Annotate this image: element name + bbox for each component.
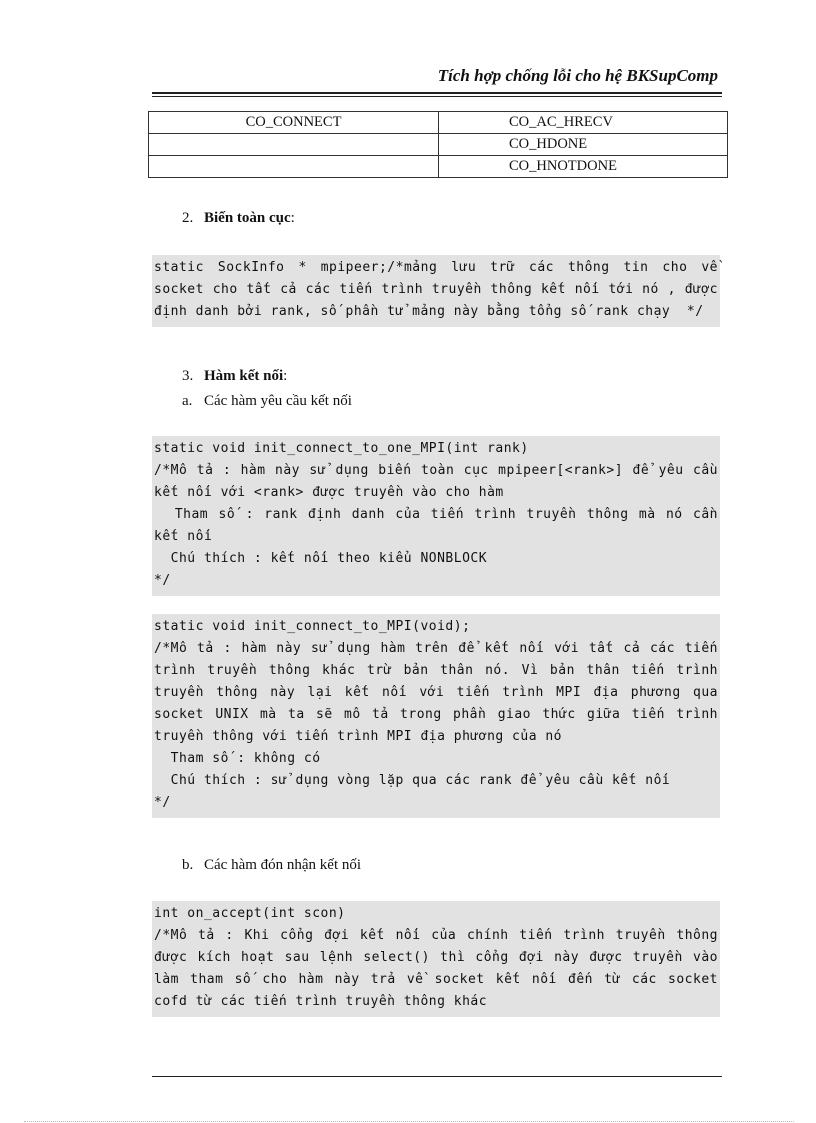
subsection-title: Các hàm yêu cầu kết nối [204,393,352,409]
code-block-on-accept: int on_accept(int scon) /*Mô tả : Khi cổng đợi kết nối của chính tiến trình truyền thông được kích hoạt sau lệnh select() thì cổng đợi này được truyền vào làm tham số cho hàm này trả về socket kết nối đến từ các socket cofd từ các tiến trình truyền thông khác [152,901,720,1017]
table-cell [149,156,439,178]
header-rule-thin [152,96,722,97]
section-number: 2. [182,210,194,226]
table-cell: CO_CONNECT [149,112,439,134]
section-heading-connect-functions [182,368,287,385]
subsection-letter: a. [182,393,193,409]
code-block-init-connect-all: static void init_connect_to_MPI(void); /*Mô tả : hàm này sử dụng hàm trên để kết nối với tất cả các tiến trình truyền thông khác trừ bản thân nó. Vì bản thân tiến trình truyền thông này lại kết nối với tiến trình MPI địa phương qua socket UNIX mà ta sẽ mô tả trong phần giao thức giữa tiến trình truyền thông với tiến trình MPI địa phương của nó Tham số : không có Chú thích : sử dụng vòng lặp qua các rank để yêu cầu kết nối */ [152,614,720,818]
footer-rule [152,1076,722,1077]
section-suffix: : [283,368,288,384]
table-row [149,134,728,156]
table-row [149,156,728,178]
code-block-init-connect-one: static void init_connect_to_one_MPI(int rank) /*Mô tả : hàm này sử dụng biến toàn cục mpipeer[<rank>] để yêu cầu kết nối với <rank> được truyền vào cho hàm Tham số : rank định danh của tiến trình truyền thông mà nó cần kết nối Chú thích : kết nối theo kiểu NONBLOCK */ [152,436,720,596]
table-cell [149,134,439,156]
code-block-global-var: static SockInfo * mpipeer;/*mảng lưu trữ các thông tin cho về socket cho tất cả các tiến trình truyền thông kết nối tới nó , được định danh bởi rank, số phần tử mảng này bằng tổng số rank chạy */ [152,255,720,327]
subsection-letter: b. [182,857,194,873]
table-row [149,112,728,134]
page-header-title: Tích hợp chống lỗi cho hệ BKSupComp [437,66,718,85]
section-title: Biến toàn cục [204,210,291,226]
subsection-heading-accept [182,857,361,874]
constants-table [148,111,728,178]
table-cell: CO_HDONE [439,134,728,156]
table-cell: CO_AC_HRECV [439,112,728,134]
page-edge-divider [24,1121,794,1122]
section-title: Hàm kết nối [204,368,284,384]
section-suffix: : [290,210,295,226]
section-heading-global-vars [182,210,295,227]
header-rule [152,92,722,94]
section-number: 3. [182,368,194,384]
subsection-title: Các hàm đón nhận kết nối [204,857,362,873]
table-cell: CO_HNOTDONE [439,156,728,178]
subsection-heading-request [182,393,352,410]
